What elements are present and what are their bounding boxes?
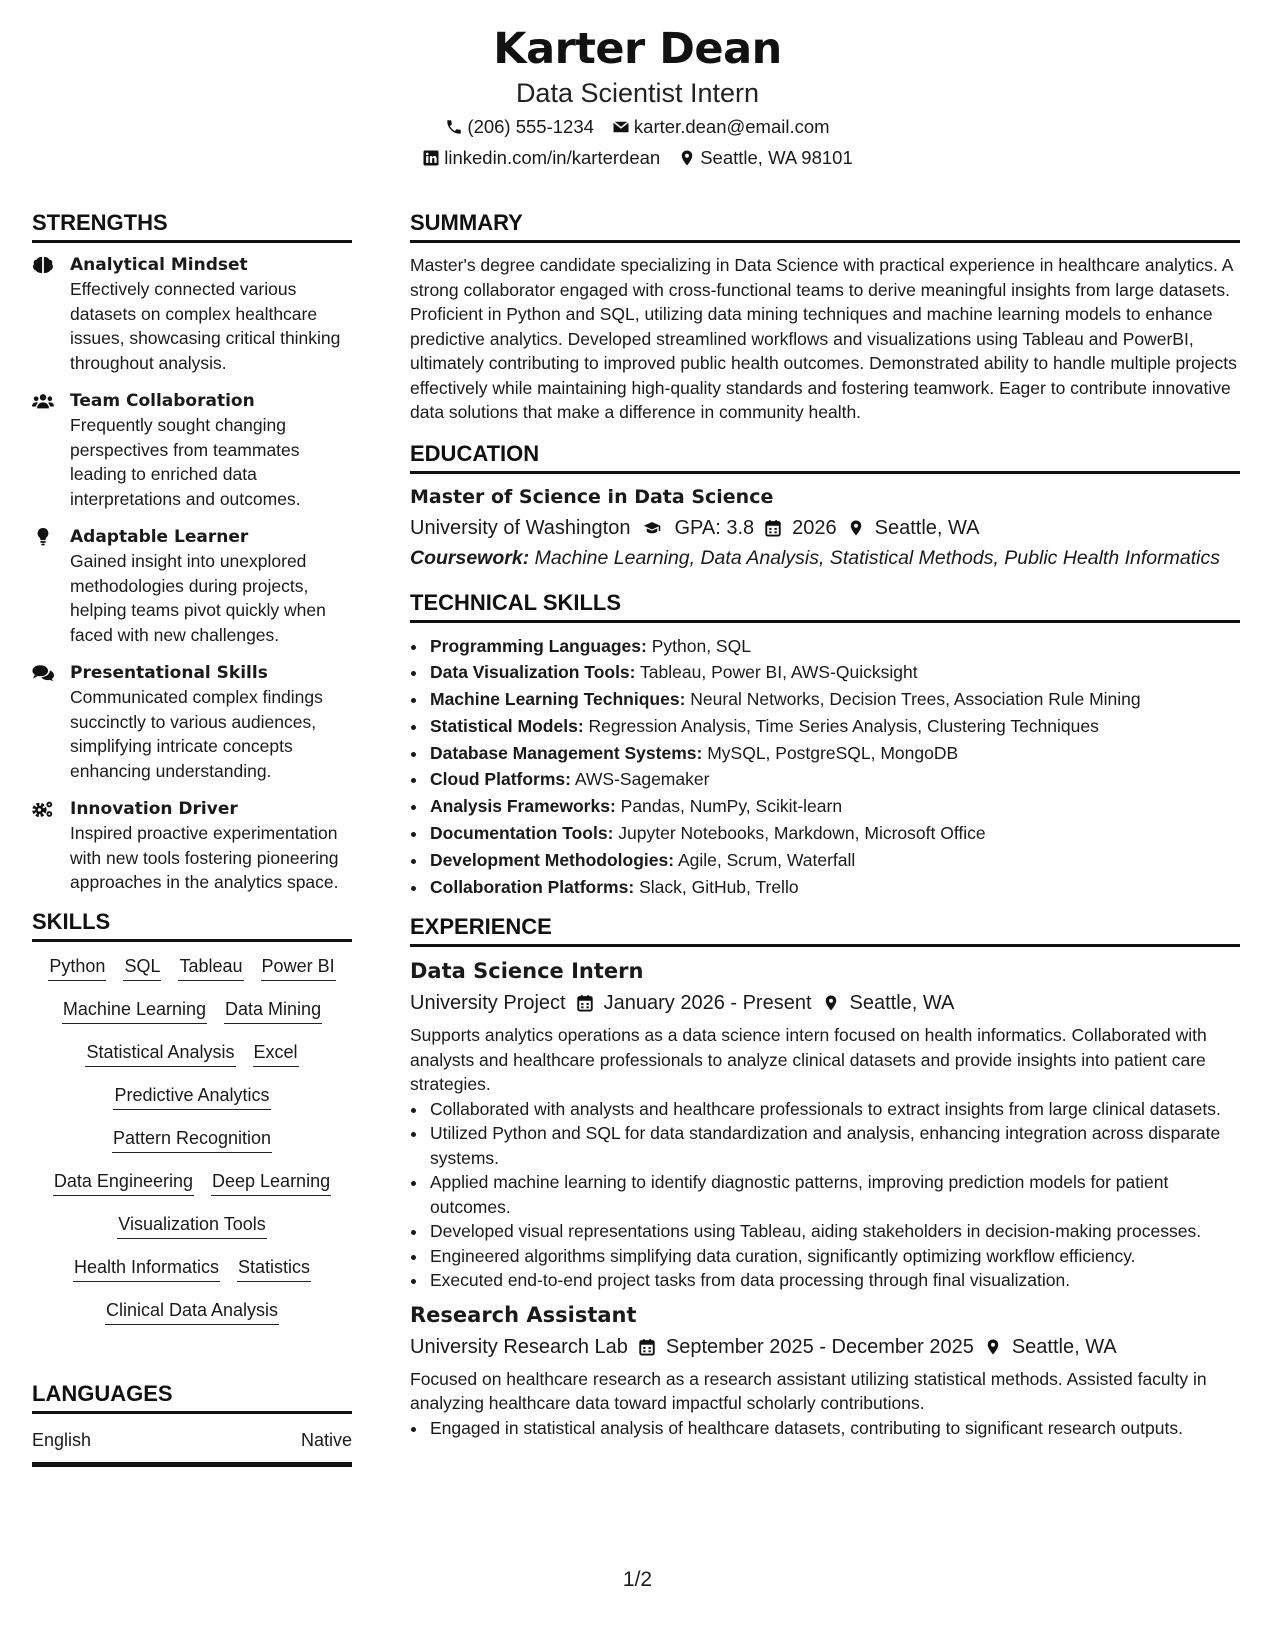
tech-skill-value: Agile, Scrum, Waterfall <box>677 849 856 870</box>
resume-header <box>0 22 1275 169</box>
tech-skill-label: Collaboration Platforms: <box>430 876 635 897</box>
skill-tag: Power BI <box>261 954 336 981</box>
strength-item <box>32 253 352 375</box>
coursework <box>410 546 1240 570</box>
skill-tag: Excel <box>253 1040 299 1067</box>
strength-description: Gained insight into unexplored methodologies during projects, helping teams pivot quickly when faced with new challenges. <box>70 551 326 645</box>
location-pin-icon <box>847 519 865 537</box>
list-item: • Executed end-to-end project tasks from data processing through final visualization. <box>428 1268 1240 1293</box>
skill-tag: Visualization Tools <box>117 1212 266 1239</box>
skill-tag: Tableau <box>178 954 243 981</box>
strengths-heading: STRENGTHS <box>32 210 352 243</box>
tech-skill-value: Jupyter Notebooks, Markdown, Microsoft Office <box>618 823 986 844</box>
strength-description: Inspired proactive experimentation with new tools fostering pioneering approaches in the analytics space. <box>70 823 339 892</box>
left-column <box>32 210 352 1467</box>
tech-skill-label: Statistical Models: <box>430 715 584 736</box>
job-entry <box>410 957 1240 1293</box>
language-level: Native <box>300 1429 352 1450</box>
strength-name: Analytical Mindset <box>70 255 248 275</box>
technical-skills-heading: TECHNICAL SKILLS <box>410 590 1240 623</box>
tech-skill-label: Cloud Platforms: <box>430 769 571 790</box>
list-item: • Applied machine learning to identify diagnostic patterns, improving prediction models for patient outcomes. <box>428 1170 1240 1219</box>
skills-heading: SKILLS <box>32 909 352 942</box>
lightbulb-icon <box>32 528 54 546</box>
job-title: Data Science Intern <box>410 959 644 984</box>
school-name: University of Washington <box>410 516 631 539</box>
job-bullets <box>410 1416 1240 1441</box>
job-org: University Research Lab <box>410 1335 628 1358</box>
strength-name: Presentational Skills <box>70 663 268 683</box>
contact-row-2 <box>0 147 1275 169</box>
list-item <box>428 847 1240 874</box>
location-pin-icon <box>822 994 840 1012</box>
job-title: Research Assistant <box>410 1302 637 1327</box>
users-icon <box>32 392 54 410</box>
skill-tag: SQL <box>123 954 161 981</box>
summary-heading: SUMMARY <box>410 210 1240 243</box>
right-column <box>410 210 1240 1440</box>
list-item: • Engaged in statistical analysis of healthcare datasets, contributing to significant research outputs. <box>428 1416 1240 1441</box>
candidate-name: Karter Dean <box>493 24 782 74</box>
job-summary: Supports analytics operations as a data science intern focused on health informatics. Collaborated with analysts and healthcare professionals to analyze clinical datasets and provide insights into patient care strategies. <box>410 1025 1207 1095</box>
strength-name: Adaptable Learner <box>70 527 249 547</box>
tech-skill-label: Database Management Systems: <box>430 742 703 763</box>
job-dates: January 2026 - Present <box>603 992 812 1015</box>
skill-tag: Predictive Analytics <box>113 1083 270 1110</box>
tech-skill-value: Regression Analysis, Time Series Analysis, Clustering Techniques <box>588 715 1099 736</box>
experience-heading: EXPERIENCE <box>410 914 1240 947</box>
list-item: • Engineered algorithms simplifying data curation, significantly optimizing workflow efficiency. <box>428 1244 1240 1269</box>
strength-description: Frequently sought changing perspectives from teammates leading to enriched data interpretations and outcomes. <box>70 415 301 509</box>
job-entry <box>410 1301 1240 1441</box>
comments-icon <box>32 664 54 682</box>
job-meta <box>410 1333 1240 1361</box>
strength-description: Effectively connected various datasets on complex healthcare issues, showcasing critical thinking throughout analysis. <box>70 279 341 373</box>
strength-description: Communicated complex findings succinctly to various audiences, simplifying intricate concepts enhancing understanding. <box>70 687 323 781</box>
job-location: Seattle, WA <box>1011 1335 1117 1358</box>
gpa-text: GPA: 3.8 <box>674 516 755 539</box>
job-summary: Focused on healthcare research as a research assistant utilizing statistical methods. Assisted faculty in analyzing healthcare data toward impactful scholarly contributions. <box>410 1368 1207 1414</box>
skills-list <box>32 952 352 1347</box>
education-meta <box>410 514 1240 542</box>
tech-skill-value: AWS-Sagemaker <box>574 769 710 790</box>
list-item <box>428 740 1240 767</box>
job-dates: September 2025 - December 2025 <box>665 1335 974 1358</box>
technical-skills-list <box>410 633 1240 901</box>
job-bullets <box>410 1097 1240 1293</box>
job-meta <box>410 989 1240 1017</box>
linkedin-text: linkedin.com/in/karterdean <box>444 147 661 168</box>
gears-icon <box>32 800 54 818</box>
location-pin-icon <box>984 1338 1002 1356</box>
page-number: 1/2 <box>622 1568 653 1591</box>
languages-heading: LANGUAGES <box>32 1381 352 1414</box>
tech-skill-value: Pandas, NumPy, Scikit-learn <box>620 796 843 817</box>
strength-item <box>32 389 352 511</box>
list-item <box>428 713 1240 740</box>
language-name: English <box>32 1429 92 1450</box>
coursework-list: Machine Learning, Data Analysis, Statistical Methods, Public Health Informatics <box>534 546 1220 569</box>
phone-icon <box>445 118 463 136</box>
calendar-icon <box>576 994 594 1012</box>
calendar-icon <box>764 519 782 537</box>
language-item <box>32 1428 352 1467</box>
list-item <box>428 633 1240 660</box>
tech-skill-label: Analysis Frameworks: <box>430 796 616 817</box>
location-text: Seattle, WA 98101 <box>700 147 853 168</box>
list-item <box>428 686 1240 713</box>
linkedin-contact[interactable] <box>422 147 660 169</box>
education-heading: EDUCATION <box>410 441 1240 474</box>
calendar-icon <box>638 1338 656 1356</box>
contact-row-1 <box>0 116 1275 138</box>
degree-title: Master of Science in Data Science <box>410 485 774 508</box>
phone-text: (206) 555-1234 <box>467 116 594 137</box>
tech-skill-label: Development Methodologies: <box>430 849 675 870</box>
skill-tag: Python <box>48 954 106 981</box>
email-contact[interactable] <box>612 116 830 138</box>
job-location: Seattle, WA <box>849 992 955 1015</box>
summary-text: Master's degree candidate specializing in Data Science with practical experience in healthcare analytics. A strong collaborator engaged with cross-functional teams to derive meaningful insights from large datasets. Proficient in Python and SQL, utilizing data mining techniques and machine learning models to enhance predictive analytics. Developed streamlined workflows and visualizations using Tableau and PowerBI, ultimately contributing to improved public health outcomes. Demonstrated ability to handle multiple projects effectively while maintaining high-quality standards and fostering teamwork. Eager to contribute innovative data solutions that make a difference in community health. <box>410 255 1237 422</box>
list-item: • Developed visual representations using Tableau, aiding stakeholders in decision-making processes. <box>428 1219 1240 1244</box>
envelope-icon <box>612 118 630 136</box>
skill-tag: Data Mining <box>224 997 322 1024</box>
graduation-year: 2026 <box>792 516 837 539</box>
tech-skill-value: Python, SQL <box>651 635 751 656</box>
tech-skill-label: Programming Languages: <box>430 635 647 656</box>
tech-skill-value: Slack, GitHub, Trello <box>639 876 799 897</box>
list-item <box>428 874 1240 901</box>
list-item <box>428 659 1240 686</box>
strength-item <box>32 797 352 895</box>
skill-tag: Data Engineering <box>53 1169 194 1196</box>
skill-tag: Clinical Data Analysis <box>105 1298 279 1325</box>
list-item <box>428 793 1240 820</box>
location-pin-icon <box>678 149 696 167</box>
email-text: karter.dean@email.com <box>633 116 830 137</box>
tech-skill-label: Documentation Tools: <box>430 823 614 844</box>
tech-skill-value: Neural Networks, Decision Trees, Association Rule Mining <box>690 689 1141 710</box>
skill-tag: Deep Learning <box>211 1169 331 1196</box>
tech-skill-label: Data Visualization Tools: <box>430 662 636 683</box>
tech-skill-label: Machine Learning Techniques: <box>430 689 686 710</box>
skill-tag: Statistics <box>237 1255 311 1282</box>
location-contact <box>678 147 853 169</box>
brain-icon <box>32 256 54 274</box>
list-item <box>428 766 1240 793</box>
skill-tag: Statistical Analysis <box>85 1040 235 1067</box>
coursework-label: Coursework: <box>410 546 530 569</box>
list-item <box>428 820 1240 847</box>
skill-tag: Pattern Recognition <box>112 1126 272 1153</box>
candidate-title: Data Scientist Intern <box>515 78 760 108</box>
list-item: • Collaborated with analysts and healthcare professionals to extract insights from large clinical datasets. <box>428 1097 1240 1122</box>
skill-tag: Health Informatics <box>73 1255 220 1282</box>
strength-name: Team Collaboration <box>70 391 255 411</box>
tech-skill-value: Tableau, Power BI, AWS-Quicksight <box>640 662 918 683</box>
strength-name: Innovation Driver <box>70 799 238 819</box>
linkedin-icon <box>422 149 440 167</box>
graduation-cap-icon <box>640 519 664 537</box>
skill-tag: Machine Learning <box>62 997 207 1024</box>
education-location: Seattle, WA <box>874 516 980 539</box>
strength-item <box>32 525 352 647</box>
strength-item <box>32 661 352 783</box>
list-item: • Utilized Python and SQL for data standardization and analysis, enhancing integration across disparate systems. <box>428 1121 1240 1170</box>
tech-skill-value: MySQL, PostgreSQL, MongoDB <box>707 742 959 763</box>
job-org: University Project <box>410 992 566 1015</box>
phone-contact[interactable] <box>445 116 594 138</box>
